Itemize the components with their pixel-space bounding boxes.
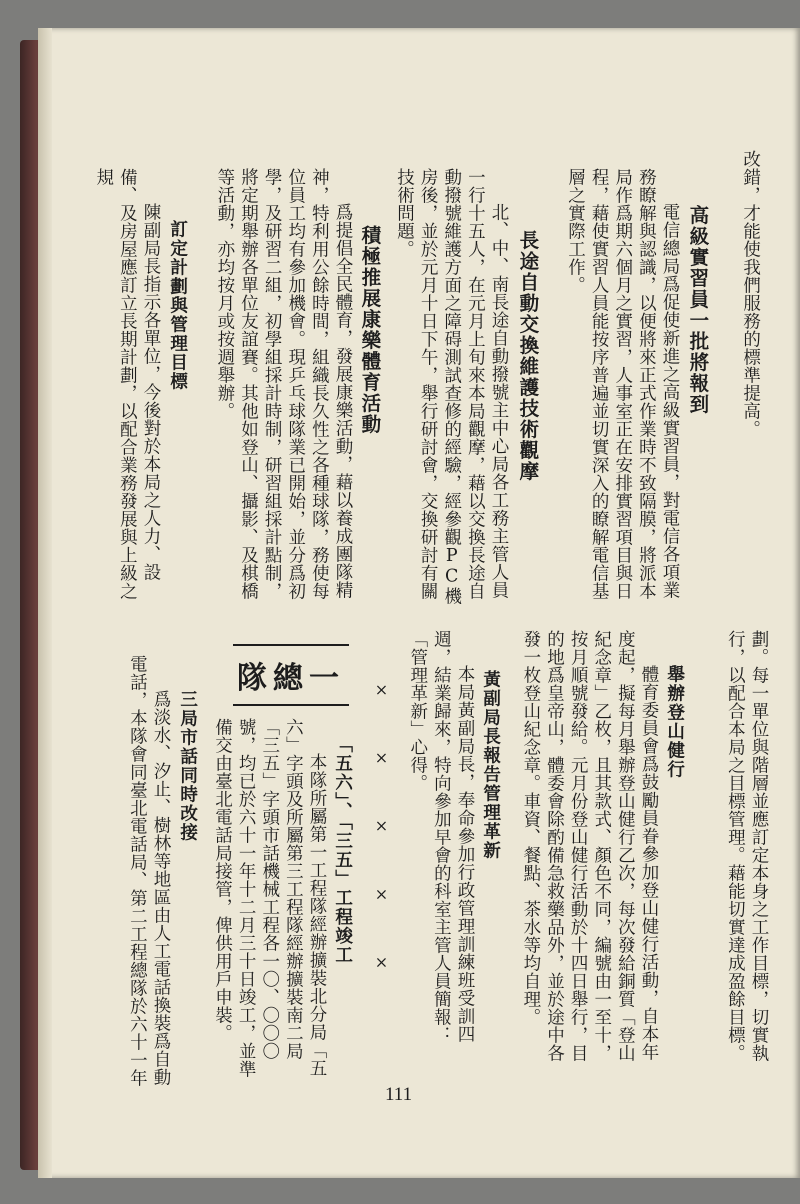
section-body-senior-interns: 電信總局爲促使新進之高級實習員，對電信各項業務瞭解與認識，以便將來正式作業時不致隔膜，將派本局作爲期六個月之實習，人事室正在安排實習項目與日程，藉使實習人員能按序普遍並切實深入的瞭解電信基層之實際工作。 [565, 168, 680, 600]
section-body-planning-goals: 陳副局長指示各單位，今後對於本局之人力、設備、及房屋應訂立長期計劃，以配合業務發展與上級之規 [93, 168, 161, 600]
section-title-senior-interns: 高級實習員一批將報到 [686, 205, 710, 415]
section-title-long-distance-exchange: 長途自動交換維護技術觀摩 [516, 230, 540, 482]
brigade-logo: 一總隊 [237, 661, 345, 696]
section-title-three-exchanges: 三局市話同時改接 [177, 690, 198, 842]
brigade-logo-box [233, 644, 349, 706]
section-title-planning-goals: 訂定計劃與管理目標 [167, 220, 188, 391]
section-body-hiking: 體育委員會爲鼓勵員眷參加登山健行活動，自本年度起，擬每月舉辦登山健行乙次，每次發給銅質「登山紀念章」乙枚，且其款式、顏色不同，編號由一至十，按月順號發給。元月份登山健行活動於十四日舉行，目的地爲皇帝山，體委會除酌備急救藥品外，並於途中各發一枚登山紀念章。車資、餐點、茶水等均自理。 [520, 630, 659, 1062]
section-title-hiking: 舉辦登山健行 [664, 665, 685, 779]
section-body-recreation-sports: 爲提倡全民體育，發展康樂活動，藉以養成團隊精神，特利用公餘時間，組織長久性之各種球隊，務使每位員工均有參加機會。現乒乓球隊業已開始，並分爲初學，及研習二組，初學組採計時制，研習組採計點制，將定期舉辦各單位友誼賽。其他如登山、攝影、及棋橋等活動，亦均按月或按週舉辦。 [214, 168, 353, 600]
planning-continued-text: 劃。每一單位與階層並應訂定本身之工作目標，切實執行，以配合本局之目標管理。藉能切實達成盈餘目標。 [725, 630, 769, 1062]
page-edge-shadow [38, 28, 52, 1178]
section-title-recreation-sports: 積極推展康樂體育活動 [358, 225, 382, 435]
section-body-three-exchanges: 爲淡水、汐止、樹林等地區由人工電話換裝爲自動電話，本隊會同臺北電話局、第二工程總隊於六十一年 [127, 655, 171, 1087]
section-title-project-complete: 「五六」、「三五」工程竣工 [332, 735, 353, 965]
section-title-management-reform: 黃副局長報告管理革新 [480, 670, 501, 860]
section-body-management-reform: 本局黃副局長，奉命參加行政管理訓練班受訓四週，結業歸來，特向參加早會的科室主管人員簡報：「管理革新」心得。 [407, 630, 475, 1044]
intro-tail-text: 改錯，才能使我們服務的標準提高。 [740, 150, 761, 438]
section-body-long-distance-exchange: 北、中、南長途自動撥號主中心局各工務主管人員一行十五人，在元月上旬來本局觀摩，藉以交換長途自動撥號維護方面之障碍測試查修的經驗，經參觀PC機房後，並於元月十日下午，舉行研討會，交換研討有關技術問題。 [394, 168, 509, 605]
section-body-project-complete: 本隊所屬第一工程隊經辦擴裝北分局「五六」字頭及所屬第三工程隊經辦擴裝南二局「三五」字頭市話機械工程各一〇、〇〇〇號，均已於六十一年十二月三十日竣工，並準備交由臺北電話局接管，俾供用戶申裝。 [212, 718, 327, 1078]
page-number: 111 [385, 1084, 413, 1105]
section-separator: × × × × × [372, 680, 391, 994]
